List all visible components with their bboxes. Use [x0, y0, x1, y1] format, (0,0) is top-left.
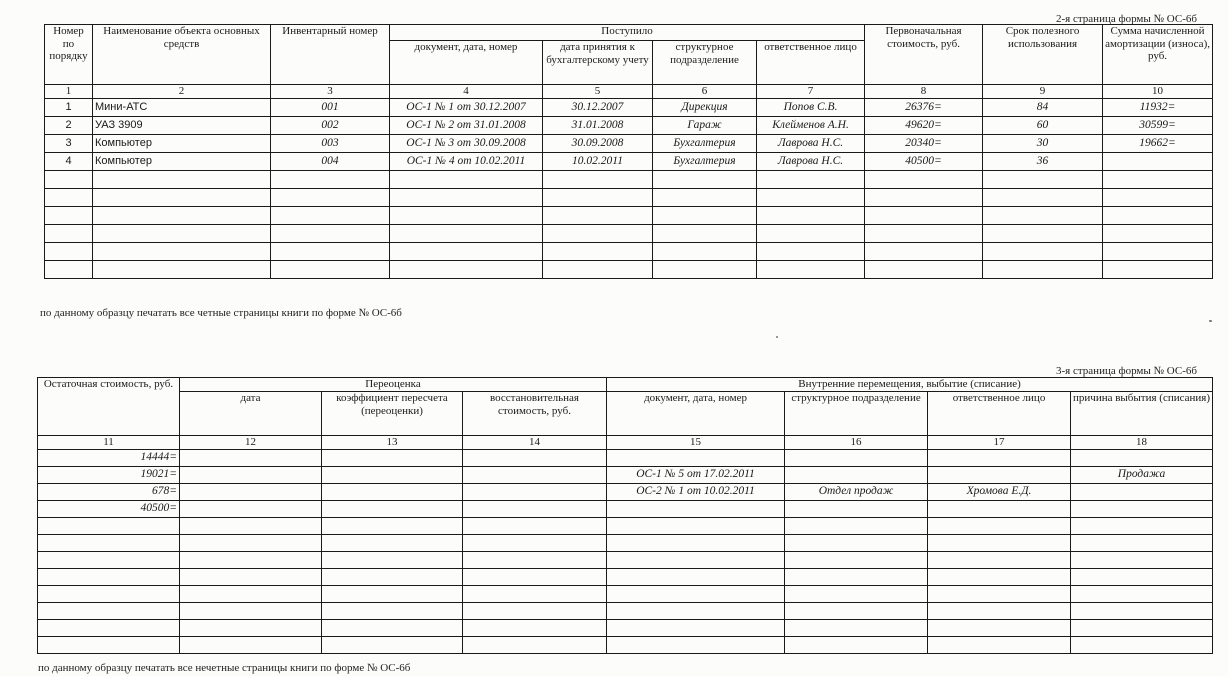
row-num: 1	[45, 98, 93, 116]
row-move-resp	[928, 500, 1071, 517]
row-resp: Лаврова Н.С.	[757, 152, 865, 170]
row-residual: 14444=	[38, 449, 180, 466]
row-name: Компьютер	[93, 134, 271, 152]
row-doc: ОС-1 № 1 от 30.12.2007	[390, 98, 543, 116]
row-term: 36	[983, 152, 1103, 170]
row-move-doc: ОС-2 № 1 от 10.02.2011	[607, 483, 785, 500]
header-move-dept: структурное подразделение	[785, 392, 928, 436]
col-number: 18	[1071, 436, 1213, 450]
col-number: 3	[271, 85, 390, 99]
row-move-doc	[607, 449, 785, 466]
row-cost: 26376=	[865, 98, 983, 116]
col-number: 14	[463, 436, 607, 450]
row-reason	[1071, 483, 1213, 500]
header-residual: Остаточная стоимость, руб.	[38, 378, 180, 436]
table-row	[38, 449, 1213, 466]
col-number: 1	[45, 85, 93, 99]
row-move-dept	[785, 449, 928, 466]
page3-caption: 3-я страница формы № ОС-6б	[1056, 365, 1197, 377]
row-reason: Продажа	[1071, 466, 1213, 483]
page3-footer: по данному образцу печатать все нечетные страницы книги по форме № ОС-6б	[38, 662, 411, 674]
row-amort: 19662=	[1103, 134, 1213, 152]
table-row	[45, 116, 1213, 134]
row-dept: Дирекция	[653, 98, 757, 116]
row-cost: 40500=	[865, 152, 983, 170]
col-number: 9	[983, 85, 1103, 99]
row-doc: ОС-1 № 4 от 10.02.2011	[390, 152, 543, 170]
col-number: 2	[93, 85, 271, 99]
row-amort: 11932=	[1103, 98, 1213, 116]
col-number: 6	[653, 85, 757, 99]
empty-row	[45, 242, 1213, 260]
col-number: 4	[390, 85, 543, 99]
empty-row	[38, 517, 1213, 534]
row-acc-date: 10.02.2011	[543, 152, 653, 170]
row-resp: Лаврова Н.С.	[757, 134, 865, 152]
header-reval-date: дата	[180, 392, 322, 436]
header-restore: восстановительная стоимость, руб.	[463, 392, 607, 436]
empty-row	[45, 260, 1213, 278]
page2-table	[44, 24, 1213, 279]
row-reason	[1071, 500, 1213, 517]
header-move-resp: ответственное лицо	[928, 392, 1071, 436]
header-doc: документ, дата, номер	[390, 41, 543, 85]
col-number: 5	[543, 85, 653, 99]
col-number: 10	[1103, 85, 1213, 99]
row-acc-date: 30.12.2007	[543, 98, 653, 116]
page2-footer: по данному образцу печатать все четные страницы книги по форме № ОС-6б	[40, 307, 402, 319]
table-row	[45, 152, 1213, 170]
row-acc-date: 30.09.2008	[543, 134, 653, 152]
empty-row	[45, 170, 1213, 188]
empty-row	[38, 585, 1213, 602]
row-resp: Клейменов А.Н.	[757, 116, 865, 134]
header-cost: Первоначальная стоимость, руб.	[865, 25, 983, 85]
col-number: 13	[322, 436, 463, 450]
row-inv: 004	[271, 152, 390, 170]
row-name: Компьютер	[93, 152, 271, 170]
row-num: 4	[45, 152, 93, 170]
header-reason: причина выбытия (списания)	[1071, 392, 1213, 436]
row-move-dept: Отдел продаж	[785, 483, 928, 500]
header-received: Поступило	[390, 25, 865, 41]
col-number: 8	[865, 85, 983, 99]
empty-row	[38, 534, 1213, 551]
col-number: 16	[785, 436, 928, 450]
table-row	[45, 98, 1213, 116]
row-term: 30	[983, 134, 1103, 152]
row-doc: ОС-1 № 3 от 30.09.2008	[390, 134, 543, 152]
empty-row	[45, 188, 1213, 206]
row-name: УАЗ 3909	[93, 116, 271, 134]
col-number: 11	[38, 436, 180, 450]
row-residual: 678=	[38, 483, 180, 500]
table-row	[45, 134, 1213, 152]
empty-row	[45, 224, 1213, 242]
header-num: Номер по порядку	[45, 25, 93, 85]
row-move-dept	[785, 466, 928, 483]
header-amort: Сумма начисленной амортизации (износа), руб.	[1103, 25, 1213, 85]
empty-row	[38, 636, 1213, 653]
header-resp: ответственное лицо	[757, 41, 865, 85]
header-reval: Переоценка	[180, 378, 607, 392]
empty-row	[38, 602, 1213, 619]
header-name: Наименование объекта основных средств	[93, 25, 271, 85]
scan-speck	[776, 336, 778, 338]
header-dept: структурное подразделение	[653, 41, 757, 85]
row-inv: 003	[271, 134, 390, 152]
empty-row	[45, 206, 1213, 224]
row-move-resp	[928, 466, 1071, 483]
header-movement: Внутренние перемещения, выбытие (списание)	[607, 378, 1213, 392]
row-acc-date: 31.01.2008	[543, 116, 653, 134]
row-cost: 20340=	[865, 134, 983, 152]
header-acc-date: дата принятия к бухгалтерскому учету	[543, 41, 653, 85]
row-name: Мини-АТС	[93, 98, 271, 116]
page2-caption: 2-я страница формы № ОС-6б	[1056, 13, 1197, 25]
row-move-resp: Хромова Е.Д.	[928, 483, 1071, 500]
col-number: 12	[180, 436, 322, 450]
table-row	[38, 466, 1213, 483]
row-move-dept	[785, 500, 928, 517]
row-dept: Гараж	[653, 116, 757, 134]
table-row	[38, 483, 1213, 500]
page3-table	[37, 377, 1213, 654]
header-coef: коэффициент пересчета (переоценки)	[322, 392, 463, 436]
header-inv: Инвентарный номер	[271, 25, 390, 85]
row-move-doc: ОС-1 № 5 от 17.02.2011	[607, 466, 785, 483]
col-number: 17	[928, 436, 1071, 450]
row-resp: Попов С.В.	[757, 98, 865, 116]
row-amort: 30599=	[1103, 116, 1213, 134]
row-residual: 19021=	[38, 466, 180, 483]
row-residual: 40500=	[38, 500, 180, 517]
row-term: 84	[983, 98, 1103, 116]
row-reason	[1071, 449, 1213, 466]
table-row	[38, 500, 1213, 517]
row-doc: ОС-1 № 2 от 31.01.2008	[390, 116, 543, 134]
header-term: Срок полезного использования	[983, 25, 1103, 85]
empty-row	[38, 619, 1213, 636]
header-move-doc: документ, дата, номер	[607, 392, 785, 436]
row-dept: Бухгалтерия	[653, 152, 757, 170]
scan-speck	[1209, 320, 1212, 322]
row-move-resp	[928, 449, 1071, 466]
row-inv: 002	[271, 116, 390, 134]
row-cost: 49620=	[865, 116, 983, 134]
row-dept: Бухгалтерия	[653, 134, 757, 152]
row-term: 60	[983, 116, 1103, 134]
row-amort	[1103, 152, 1213, 170]
empty-row	[38, 568, 1213, 585]
empty-row	[38, 551, 1213, 568]
col-number: 15	[607, 436, 785, 450]
row-num: 3	[45, 134, 93, 152]
row-inv: 001	[271, 98, 390, 116]
row-move-doc	[607, 500, 785, 517]
col-number: 7	[757, 85, 865, 99]
row-num: 2	[45, 116, 93, 134]
